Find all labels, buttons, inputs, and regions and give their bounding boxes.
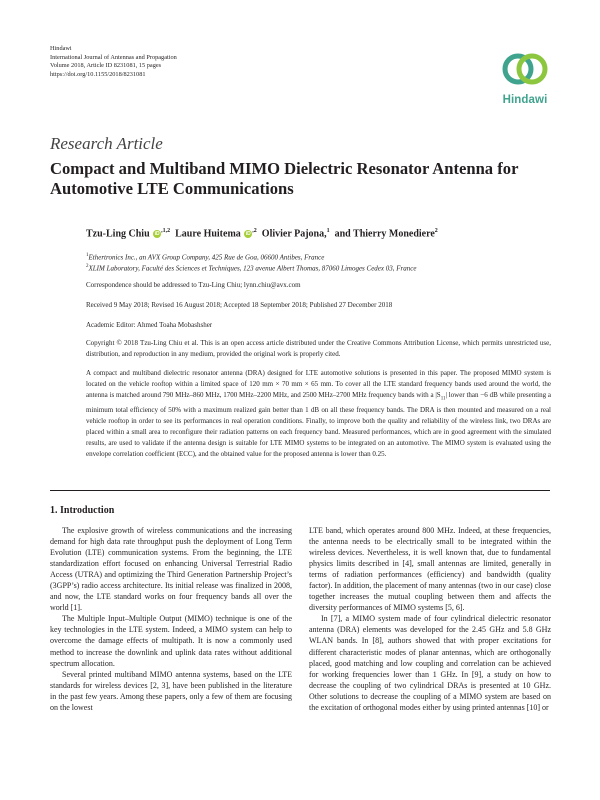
author-list bbox=[86, 228, 438, 239]
correspondence: Correspondence should be addressed to Tzu-Ling Chiu; lynn.chiu@avx.com bbox=[86, 281, 301, 289]
hindawi-logo-icon bbox=[494, 44, 556, 94]
logo-wordmark: Hindawi bbox=[502, 94, 548, 106]
journal-doi[interactable]: https://doi.org/10.1155/2018/8231081 bbox=[50, 70, 146, 78]
affiliation-text: Ethertronics Inc., an AVX Group Company, 425 Rue de Goa, 06600 Antibes, France bbox=[88, 253, 325, 262]
author-affiliation-sup: ,2 bbox=[252, 228, 257, 234]
paper-title: Compact and Multiband MIMO Dielectric Resonator Antenna for Automotive LTE Communications bbox=[50, 159, 519, 198]
publication-dates: Received 9 May 2018; Revised 16 August 2018; Accepted 18 September 2018; Published 27 December 2018 bbox=[86, 301, 393, 309]
text-column-left bbox=[50, 525, 292, 713]
abstract-subscript: 11 bbox=[440, 396, 446, 402]
journal-name: International Journal of Antennas and Propagation bbox=[50, 53, 177, 61]
affiliation-sup: 2 bbox=[86, 264, 89, 269]
orcid-icon[interactable]: iD bbox=[245, 231, 251, 238]
affiliation-text: XLIM Laboratory, Faculté des Sciences et Techniques, 123 avenue Albert Thomas, 87060 Limoges Cedex 03, France bbox=[88, 264, 417, 273]
journal-header bbox=[50, 45, 177, 79]
hindawi-logo bbox=[494, 44, 556, 106]
article-type: Research Article bbox=[50, 134, 163, 153]
abstract bbox=[86, 368, 551, 460]
author-name: and Thierry Monediere bbox=[334, 228, 435, 240]
paragraph: In [7], a MIMO system made of four cylindrical dielectric resonator antenna (DRA) elements was developed for the 2.45 GHz and 5.8 GHz WLAN bands. In [8], authors showed that with proper excitations for different characteristic modes of planar antennas, which are orthogonally placed, good matching and low coupling and correlation can be achieved for working frequencies lower than 1 GHz. In [9], a study on how to decrease the coupling of two cylindrical DRAs is presented at 10 GHz. Other solutions to decrease the coupling of a MIMO system are based on the excitation of orthogonal modes either by using printed antennas [10] or bbox=[309, 614, 551, 712]
author-name: Olivier Pajona, bbox=[261, 228, 327, 240]
abstract-text: A compact and multiband dielectric resonator antenna (DRA) designed for LTE automotive solutions is presented in this paper. The proposed MIMO system is located on the vehicle rooftop within a limited space of 120 mm × 70 mm × 65 mm. To cover all the LTE standard frequency bands used around the world, the antenna is matched around 790 MHz–860 MHz, 1700 MHz–2200 MHz, and 2500 MHz–2700 MHz frequency bands with a |S bbox=[86, 369, 551, 400]
author-affiliation-sup: ,1,2 bbox=[161, 228, 171, 234]
copyright-notice: Copyright © 2018 Tzu-Ling Chiu et al. This is an open access article distributed under the Creative Commons Attribution License, which permits unrestricted use, distribution, and reproduction in any medium, provided the original work is properly cited. bbox=[86, 339, 551, 358]
author-name: Laure Huitema bbox=[175, 228, 241, 240]
abstract-text: | lower than −6 dB while presenting a minimum total efficiency of 50% with a maximum realized gain better than 1 dB on all these frequency bands. The DRA is then mounted and measured on a real vehicle rooftop in order to see its performances in real operation conditions. Finally, to improve both the quality and reliability of the wireless link, two DRAs are placed within a small area to reconfigure their radiation patterns on each frequency band. Measured performances, which are in good agreement with the simulated results, are used to validate if the antenna design is suitable for LTE MIMO systems to be integrated on an automotive. The MIMO system is evaluated using the envelope correlation coefficient (ECC), and the obtained value for the proposed antenna is lower than 0.25. bbox=[86, 391, 552, 458]
affiliation bbox=[86, 261, 416, 274]
section-divider bbox=[50, 490, 550, 491]
affiliation-sup: 1 bbox=[86, 253, 89, 258]
section-heading: 1. Introduction bbox=[50, 505, 115, 516]
orcid-icon[interactable]: iD bbox=[154, 231, 160, 238]
academic-editor: Academic Editor: Ahmed Toaha Mobashsher bbox=[86, 321, 213, 329]
paragraph: Several printed multiband MIMO antenna systems, based on the LTE standards for wireless devices [2, 3], have been published in the literature in the past few years. Among these papers, only a few of them are focusing on the lowest bbox=[50, 669, 292, 712]
journal-volume: Volume 2018, Article ID 8231081, 15 pages bbox=[50, 62, 162, 70]
paragraph: The Multiple Input–Multiple Output (MIMO) technique is one of the key technologies in the LTE system. Indeed, a MIMO system can help to overcome the damage effects of multipath. It is now a commonly used method to increase the downlink and uplink data rates without additional spectrum allocation. bbox=[50, 614, 292, 668]
author-affiliation-sup: 2 bbox=[434, 228, 438, 234]
paragraph: The explosive growth of wireless communications and the increasing demand for high data rate throughput push the deployment of Long Term Evolution (LTE) communication systems. From the beginning, the LTE standardization effort focused on enhancing Universal Terrestrial Radio Access (UTRA) and optimizing the Third Generation Partnership Project’s (3GPP’s) radio access architecture. Its initial release was finalized in 2008, and now, the LTE standard works on four frequency bands all over the world [1]. bbox=[50, 526, 292, 613]
text-column-right bbox=[309, 525, 551, 713]
author-name: Tzu-Ling Chiu bbox=[86, 228, 150, 240]
paragraph: LTE band, which operates around 800 MHz. Indeed, at these frequencies, the antenna needs to be electrically small to be integrated within the wireless devices. Nevertheless, it is well known that, due to fundamental physics limits described in [4], small antennas are limited, generally in terms of radiation performances (efficiency) and bandwidth (quality factor). In addition, the placement of many antennas (two in our case) close together increases the mutual coupling between them and affects the diversity performances of MIMO systems [5, 6]. bbox=[309, 526, 551, 613]
author-affiliation-sup: 1 bbox=[326, 228, 330, 234]
publisher-name: Hindawi bbox=[50, 45, 72, 52]
